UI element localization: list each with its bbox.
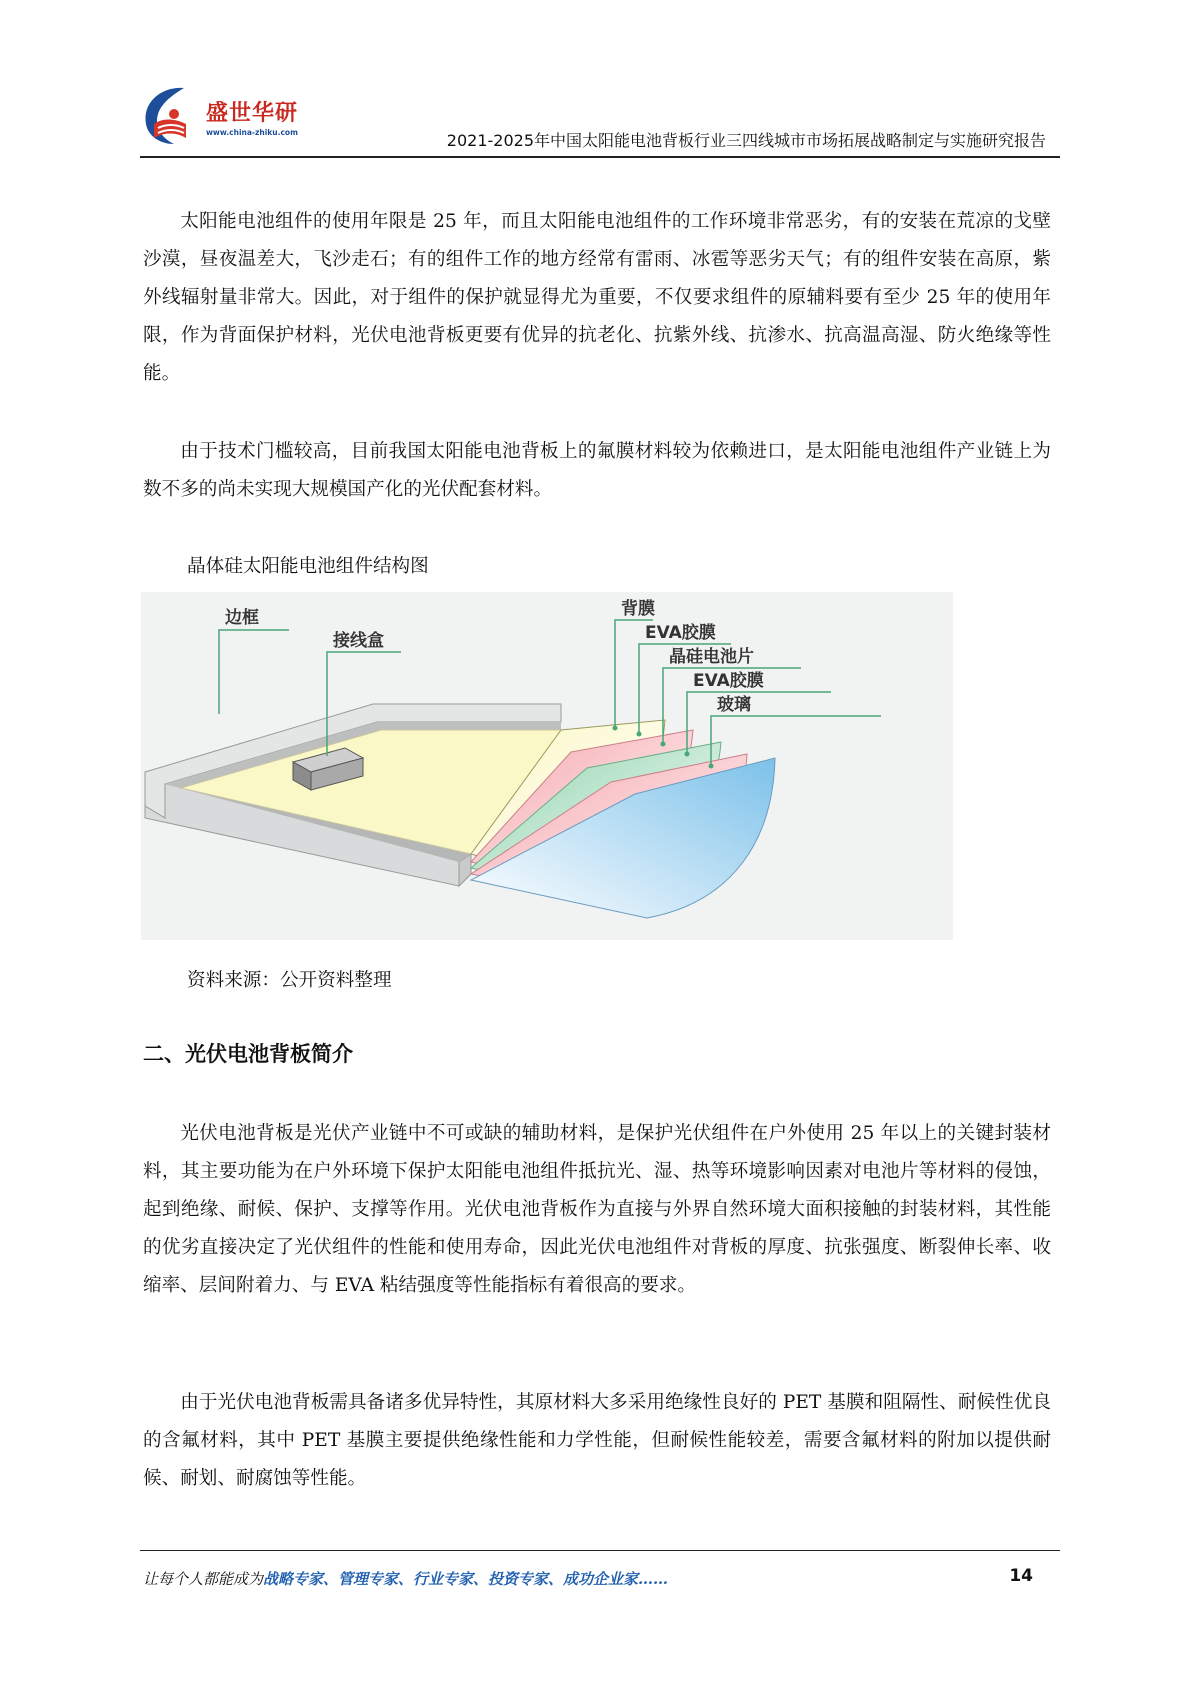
page-header — [140, 78, 1060, 158]
footer-slogan-prefix: 让每个人都能成为 — [143, 1570, 264, 1588]
footer-slogan — [143, 1568, 668, 1589]
label-junction-box: 接线盒 — [333, 631, 384, 651]
paragraph-backsheet-materials: 由于光伏电池背板需具备诸多优异特性，其原材料大多采用绝缘性良好的 PET 基膜和阻隔性、耐候性优良的含氟材料，其中 PET 基膜主要提供绝缘性能和力学性能，但耐候性能较差，需要含氟材料的附加以提供耐候、耐划、耐腐蚀等性能。 — [143, 1392, 1051, 1489]
paragraph-backsheet-intro: 光伏电池背板是光伏产业链中不可或缺的辅助材料，是保护光伏组件在户外使用 25 年以上的关键封装材料，其主要功能为在户外环境下保护太阳能电池组件抵抗光、湿、热等环境影响因素对电池片等材料的侵蚀，起到绝缘、耐候、保护、支撑等作用。光伏电池背板作为直接与外界自然环境大面积接触的封装材料，其性能的优劣直接决定了光伏组件的性能和使用寿命，因此光伏电池组件对背板的厚度、抗张强度、断裂伸长率、收缩率、层间附着力、与 EVA 粘结强度等性能指标有着很高的要求。 — [143, 1123, 1051, 1296]
footer-slogan-roles: 战略专家、管理专家、行业专家、投资专家、成功企业家…… — [263, 1570, 669, 1588]
page-number: 14 — [1009, 1566, 1033, 1586]
solar-module-structure-figure — [141, 592, 953, 940]
label-cell: 晶硅电池片 — [669, 647, 754, 667]
report-title: 2021-2025年中国太阳能电池背板行业三四线城市市场拓展战略制定与实施研究报告 — [446, 131, 1046, 150]
logo-url: www.china-zhiku.com — [206, 128, 298, 137]
header-divider — [140, 156, 1060, 158]
label-back-film: 背膜 — [621, 599, 655, 619]
label-glass: 玻璃 — [717, 695, 751, 715]
paragraph-import-dependence: 由于技术门槛较高，目前我国太阳能电池背板上的氟膜材料较为依赖进口，是太阳能电池组件产业链上为数不多的尚未实现大规模国产化的光伏配套材料。 — [143, 441, 1051, 500]
label-frame: 边框 — [225, 608, 259, 628]
logo-swoosh-icon — [140, 84, 206, 150]
footer-divider — [140, 1550, 1060, 1551]
paragraph-service-life: 太阳能电池组件的使用年限是 25 年，而且太阳能电池组件的工作环境非常恶劣，有的安装在荒凉的戈壁沙漠，昼夜温差大，飞沙走石；有的组件工作的地方经常有雷雨、冰雹等恶劣天气；有的组件安装在高原，紫外线辐射量非常大。因此，对于组件的保护就显得尤为重要，不仅要求组件的原辅料要有至少 25 年的使用年限，作为背面保护材料，光伏电池背板更要有优异的抗老化、抗紫外线、抗渗水、抗高温高湿、防火绝缘等性能。 — [143, 211, 1051, 384]
figure-title: 晶体硅太阳能电池组件结构图 — [187, 556, 429, 577]
logo-name: 盛世华研 — [206, 101, 299, 126]
label-eva-bottom: EVA胶膜 — [693, 671, 764, 691]
section-heading: 二、光伏电池背板简介 — [143, 1042, 353, 1066]
label-eva-top: EVA胶膜 — [645, 623, 716, 643]
figure-source: 资料来源：公开资料整理 — [187, 970, 392, 991]
company-logo — [140, 84, 310, 150]
